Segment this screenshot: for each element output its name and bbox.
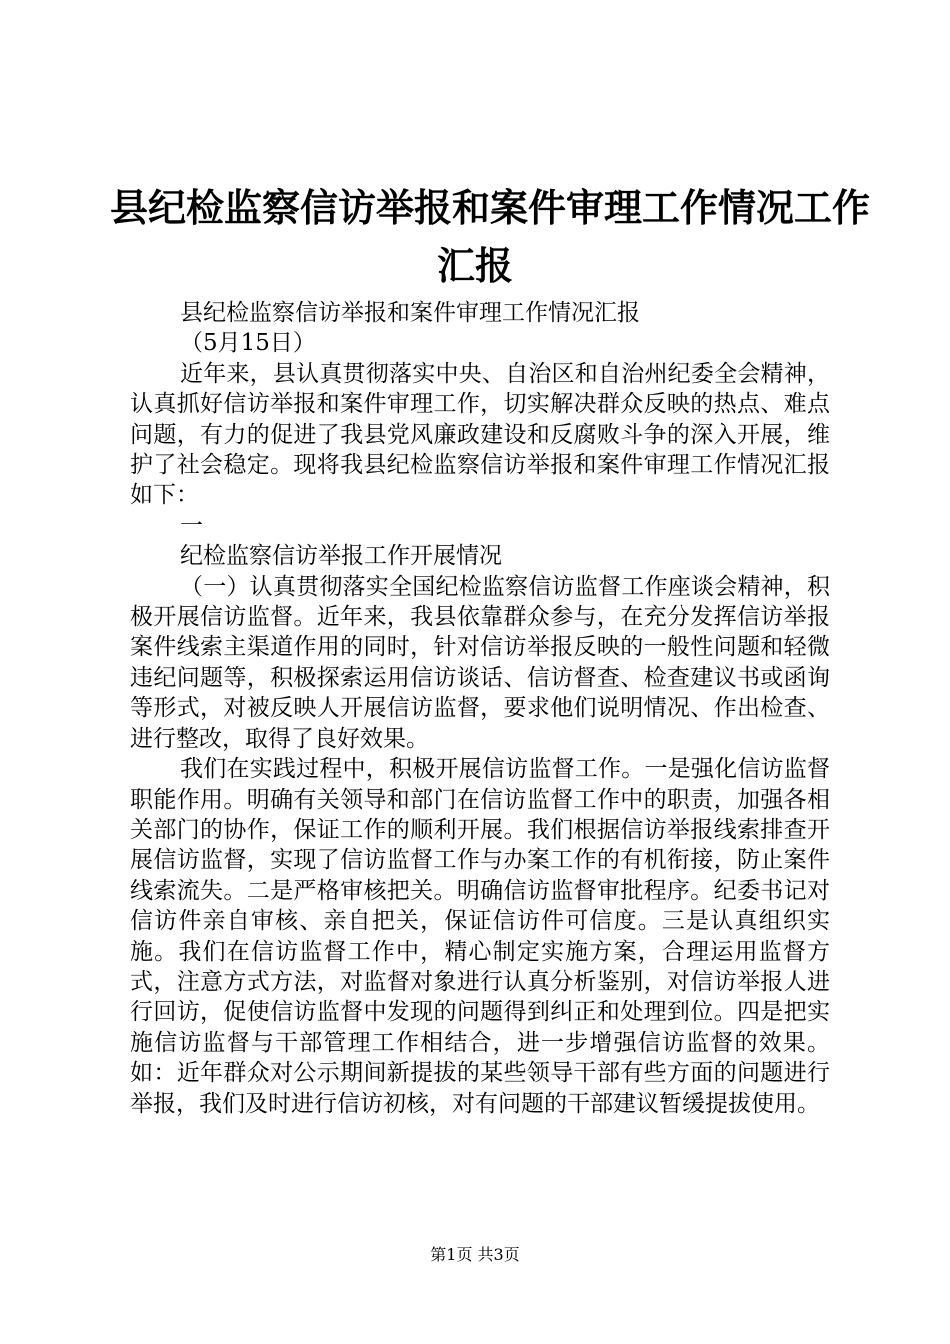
document-title-line-1: 县纪检监察信访举报和案件审理工作情况工作 — [110, 186, 871, 230]
body-paragraph: 我们在实践过程中，积极开展信访监督工作。一是强化信访监督职能作用。明确有关领导和部门在信访监督工作中的职责，加强各相关部门的协作，保证工作的顺利开展。我们根据信访举报线索排查开展信访监督，实现了信访监督工作与办案工作的有机衔接，防止案件线索流失。二是严格审核把关。明确信访监督审批程序。纪委书记对信访件亲自审核、亲自把关，保证信访件可信度。三是认真组织实施。我们在信访监督工作中，精心制定实施方案，合理运用监督方式，注意方式方法，对监督对象进行认真分析鉴别，对信访举报人进行回访，促使信访监督中发现的问题得到纠正和处理到位。四是把实施信访监督与干部管理工作相结合，进一步增强信访监督的效果。如：近年群众对公示期间新提拔的某些领导干部有些方面的问题进行举报，我们及时进行信访初核，对有问题的干部建议暂缓提拔使用。 — [130, 756, 830, 1117]
section-heading: 纪检监察信访举报工作开展情况 — [180, 543, 502, 570]
body-paragraph: （一）认真贯彻落实全国纪检监察信访监督工作座谈会精神，积极开展信访监督。近年来，我县依靠群众参与，在充分发挥信访举报案件线索主渠道作用的同时，针对信访举报反映的一般性问题和轻微违纪问题等，积极探索运用信访谈话、信访督查、检查建议书或函询等形式，对被反映人开展信访监督，要求他们说明情况、作出检查、进行整改，取得了良好效果。 — [130, 573, 830, 752]
document-body — [130, 298, 830, 1119]
report-date: （5月15日） — [180, 330, 316, 357]
intro-paragraph: 近年来，县认真贯彻落实中央、自治区和自治州纪委全会精神，认真抓好信访举报和案件审理工作，切实解决群众反映的热点、难点问题，有力的促进了我县党风廉政建设和反腐败斗争的深入开展，维护了社会稳定。现将我县纪检监察信访举报和案件审理工作情况汇报如下： — [130, 360, 830, 509]
document-title-line-2: 汇报 — [436, 244, 513, 288]
page-footer: 第1页 共3页 — [430, 1245, 520, 1264]
section-number: 一 — [180, 512, 203, 539]
report-subtitle: 县纪检监察信访举报和案件审理工作情况汇报 — [180, 300, 640, 326]
